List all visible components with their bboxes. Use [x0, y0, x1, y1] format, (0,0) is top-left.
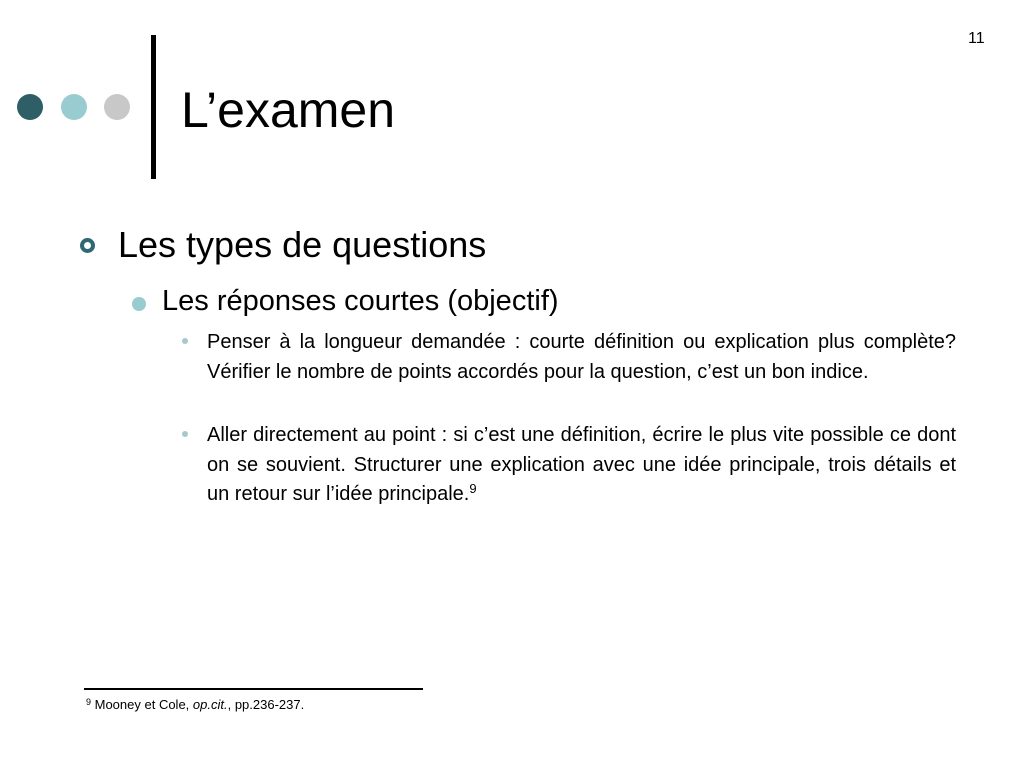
decor-dot-grey	[104, 94, 130, 120]
bullet-level1-text: Les types de questions	[118, 224, 487, 265]
ring-bullet-icon	[80, 238, 95, 253]
bullet-level3-text: Aller directement au point : si c’est une définition, écrire le plus vite possible ce dont on se souvient. Structurer une explication avec une idée principale, trois détails et un retour sur l’idée principale.$^9$	[207, 424, 956, 505]
footnote	[86, 697, 304, 713]
footnote-reference: 9	[469, 481, 477, 496]
small-dot-bullet-icon	[182, 338, 188, 344]
title-divider	[151, 35, 156, 179]
bullet-level2-text: Les réponses courtes (objectif)	[162, 285, 559, 317]
decor-dot-dark	[17, 94, 43, 120]
footnote-italic: op.cit.	[192, 697, 228, 712]
footnote-pages: , pp.236-237.	[227, 697, 305, 712]
bullet-level3-item	[180, 421, 956, 510]
footnote-text: Mooney et Cole,	[91, 697, 193, 712]
decor-dot-light	[61, 94, 87, 120]
dot-bullet-icon	[132, 297, 146, 311]
bullet-level3-text: Penser à la longueur demandée : courte définition ou explication plus complète? Vérifier le nombre de points accordés pour la question, c’est un bon indice.	[207, 331, 956, 383]
slide-title: L’examen	[181, 82, 396, 138]
footnote-marker: 9	[86, 697, 92, 707]
bullet-level3-item	[180, 328, 956, 387]
small-dot-bullet-icon	[182, 431, 188, 437]
footnote-rule	[84, 688, 423, 690]
slide-number: 11	[968, 30, 985, 47]
